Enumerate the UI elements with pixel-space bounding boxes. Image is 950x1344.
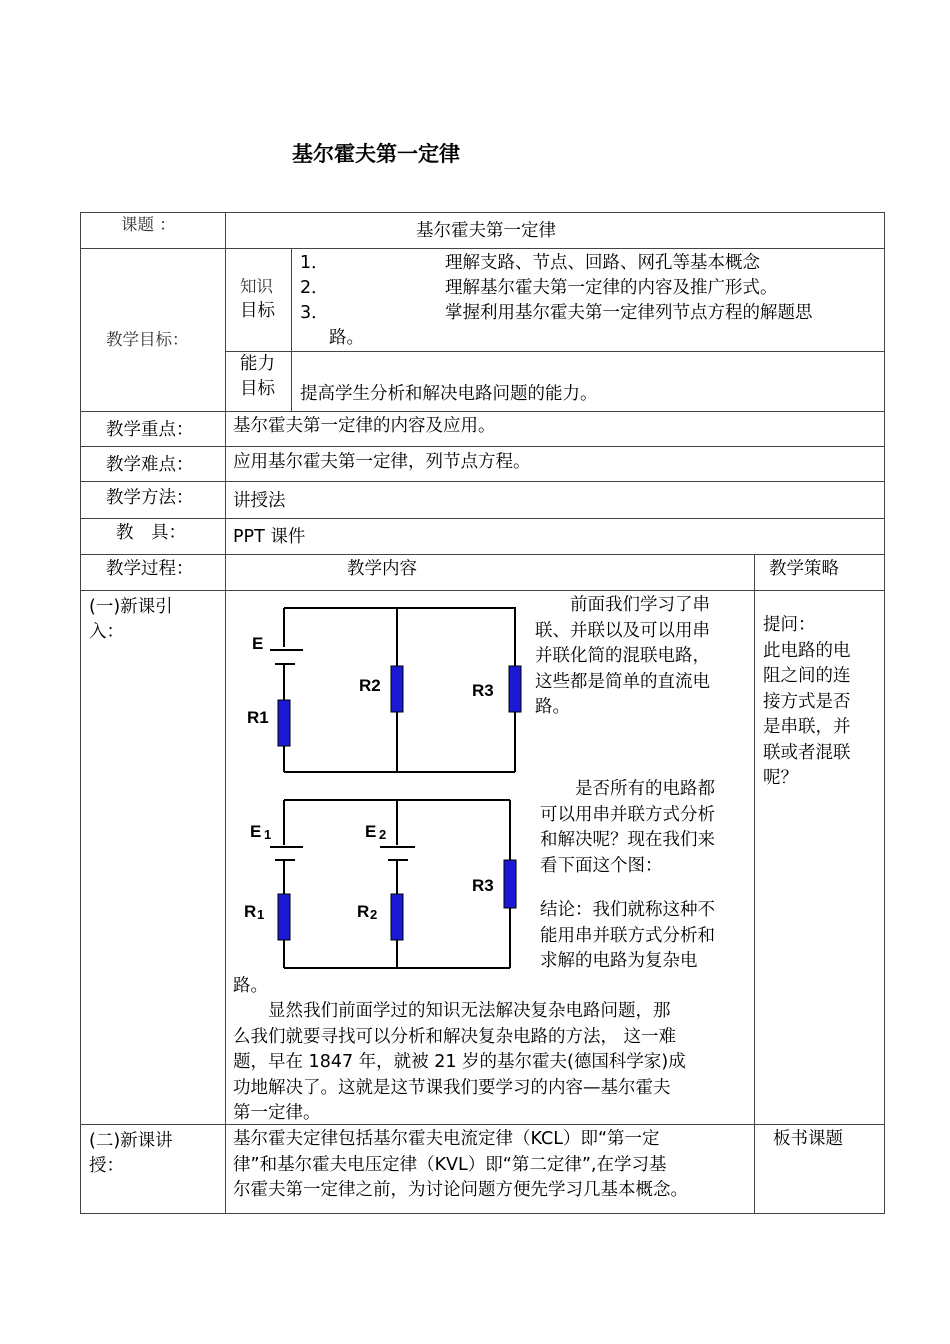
knowledge-label-line1: 知识 <box>240 277 273 296</box>
method-label: 教学方法： <box>106 488 194 508</box>
text-line: 求解的电路为复杂电 <box>540 951 698 971</box>
resistor-r1 <box>278 894 290 940</box>
topic-value: 基尔霍夫第一定律 <box>416 221 556 241</box>
knowledge-item-1-num: 1． <box>300 253 329 273</box>
conclusion-end: 路。 <box>233 976 268 996</box>
text-line: 并联化简的混联电路， <box>535 646 710 666</box>
label-r3: R3 <box>472 876 494 895</box>
resistor-r2 <box>391 666 403 712</box>
text-line: 显然我们前面学过的知识无法解决复杂电路问题，那 <box>233 1001 671 1021</box>
row-line <box>80 248 885 249</box>
ability-label-line2: 目标 <box>240 379 275 399</box>
label-e1-subscript: 1 <box>264 827 272 842</box>
strategy-header: 教学策略 <box>769 559 839 579</box>
label-e2-subscript: 2 <box>379 827 387 842</box>
ability-label-line1: 能力 <box>240 354 275 374</box>
section2-strategy: 板书课题 <box>773 1129 843 1149</box>
conclusion-paragraph <box>540 898 715 975</box>
focus-value: 基尔霍夫第一定律的内容及应用。 <box>233 416 496 436</box>
difficulty-value: 应用基尔霍夫第一定律，列节点方程。 <box>233 452 531 472</box>
row-line <box>80 446 885 447</box>
label-e1-letter: E <box>250 822 262 841</box>
text-line: 接方式是否 <box>763 691 851 712</box>
section2-label-line2: 授： <box>89 1156 124 1176</box>
label-r1: R1 <box>247 708 269 727</box>
process-label: 教学过程： <box>106 559 194 579</box>
document-title: 基尔霍夫第一定律 <box>292 142 460 166</box>
text-line: 这些都是简单的直流电 <box>535 671 710 692</box>
text-line: 是否所有的电路都 <box>540 779 715 799</box>
text-line: 能用串并联方式分析和 <box>540 925 715 946</box>
row-line <box>80 411 885 412</box>
table-border-right <box>884 212 885 1214</box>
knowledge-item-2-text: 理解基尔霍夫第一定律的内容及推广形式。 <box>445 278 778 298</box>
text-line: 和解决呢？现在我们来 <box>540 830 715 850</box>
circuit-diagram-complex <box>240 790 530 980</box>
knowledge-item-3-num: 3． <box>300 303 329 323</box>
resistor-r3 <box>509 666 521 712</box>
resistor-r1 <box>278 700 290 746</box>
section1-label-line2: 入： <box>89 622 124 642</box>
tools-label: 教 具： <box>116 523 186 543</box>
text-line: 路。 <box>535 697 570 717</box>
circuit-diagram-simple <box>240 600 530 780</box>
text-line: 么我们就要寻找可以分析和解决复杂电路的方法， 这一难 <box>233 1026 677 1047</box>
column-divider-sublabel <box>291 248 292 411</box>
section2-label-line1: (二)新课讲 <box>89 1131 173 1151</box>
row-line <box>80 1213 885 1214</box>
row-line <box>80 590 885 591</box>
text-line: 题，早在 1847 年，就被 21 岁的基尔霍夫(德国科学家)成 <box>233 1052 686 1072</box>
intro-paragraph-2 <box>540 777 715 879</box>
objectives-label: 教学目标： <box>106 330 189 349</box>
table-border-left <box>80 212 81 1214</box>
section1-label-line1: (一)新课引 <box>89 597 173 617</box>
knowledge-item-3-continuation: 路。 <box>329 328 364 348</box>
row-line <box>80 554 885 555</box>
text-line: 第一定律。 <box>233 1103 321 1123</box>
text-line: 前面我们学习了串 <box>535 595 710 615</box>
content-header: 教学内容 <box>347 559 417 579</box>
resistor-r3 <box>504 860 516 908</box>
label-r1-letter: R <box>244 902 257 921</box>
label-r1-subscript: 1 <box>257 907 265 922</box>
knowledge-label-line2: 目标 <box>240 301 275 321</box>
label-r2-subscript: 2 <box>370 907 378 922</box>
label-e: E <box>252 634 264 653</box>
text-line: 联、并联以及可以用串 <box>535 620 710 641</box>
text-line: 基尔霍夫定律包括基尔霍夫电流定律（KCL）即“第一定 <box>233 1129 660 1149</box>
knowledge-item-2-num: 2． <box>300 278 329 298</box>
section2-text <box>233 1127 751 1204</box>
label-r3: R3 <box>472 681 494 700</box>
tools-value: PPT 课件 <box>233 527 306 547</box>
text-line: 呢？ <box>763 768 798 788</box>
row-line <box>80 212 885 213</box>
text-line: 功地解决了。这就是这节课我们要学习的内容—基尔霍夫 <box>233 1077 671 1098</box>
topic-label: 课题 ： <box>121 215 176 234</box>
ability-text: 提高学生分析和解决电路问题的能力。 <box>300 384 598 404</box>
text-line: 尔霍夫第一定律之前，为讨论问题方便先学习几基本概念。 <box>233 1180 688 1200</box>
label-r2-letter: R <box>357 902 370 921</box>
column-divider-strategy <box>754 554 755 1214</box>
knowledge-item-1-text: 理解支路、节点、回路、网孔等基本概念 <box>445 253 760 273</box>
text-line: 提问： <box>763 615 816 635</box>
row-line <box>80 481 885 482</box>
label-r2: R2 <box>359 676 381 695</box>
text-line: 联或者混联 <box>763 742 851 763</box>
label-e2-letter: E <box>365 822 377 841</box>
knowledge-item-3-text: 掌握利用基尔霍夫第一定律列节点方程的解题思 <box>445 303 813 323</box>
row-line <box>80 518 885 519</box>
method-value: 讲授法 <box>233 491 286 511</box>
intro-paragraph-1 <box>535 593 710 721</box>
row-line <box>225 351 885 352</box>
text-line: 是串联，并 <box>763 717 851 737</box>
text-line: 结论：我们就称这种不 <box>540 900 715 920</box>
intro-paragraph-4 <box>233 999 751 1127</box>
column-divider-label <box>225 212 226 1214</box>
text-line: 律”和基尔霍夫电压定律（KVL）即“第二定律”,在学习基 <box>233 1154 667 1175</box>
text-line: 阻之间的连 <box>763 666 851 686</box>
text-line: 看下面这个图： <box>540 855 663 876</box>
focus-label: 教学重点： <box>106 420 194 440</box>
resistor-r2 <box>391 894 403 940</box>
section1-strategy <box>763 613 851 792</box>
difficulty-label: 教学难点： <box>106 455 194 475</box>
text-line: 可以用串并联方式分析 <box>540 804 715 825</box>
text-line: 此电路的电 <box>763 640 851 661</box>
